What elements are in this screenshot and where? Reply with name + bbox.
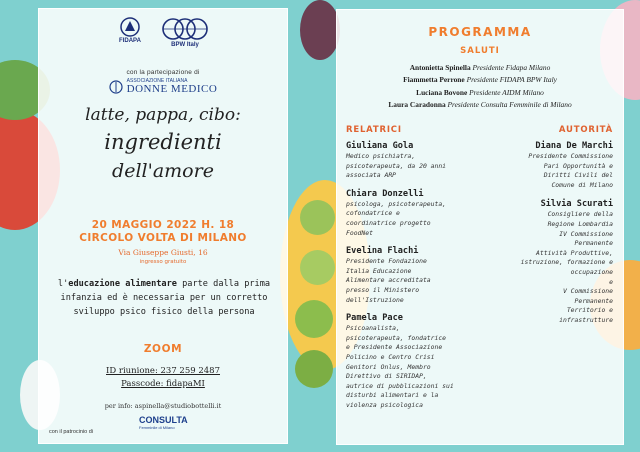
speakers-heading: RELATRICI (346, 125, 402, 135)
bpw-label: BPW Italy (171, 42, 199, 48)
authority-role: Consigliere della Regione Lombardia IV Commissione Permanente Attività Produttive, istruzione, formazione e occupazione e V Commissione Permanente Territorio e infrastrutture (520, 210, 613, 324)
event-address: Via Giuseppe Giusti, 16 (118, 248, 208, 257)
aidm-emblem-icon (109, 80, 123, 94)
event-date: 20 MAGGIO 2022 H. 18 (91, 219, 235, 231)
speaker-name: Pamela Pace (346, 313, 403, 324)
greeting-role: Presidente Fidapa Milano (472, 63, 551, 72)
consulta-logo (139, 415, 188, 430)
greeting-name: Antonietta Spinella (409, 63, 471, 72)
authority-role: Presidente Commissione Pari Opportunità e Diritti Civili del Comune di Milano (528, 152, 613, 189)
patronage-line: con il patrocinio di (49, 429, 94, 435)
speaker-name: Chiara Donzelli (346, 188, 424, 199)
authority-name: Silvia Scurati (540, 199, 613, 210)
greeting-name: Luciana Bovone (416, 87, 468, 97)
desc-highlight: educazione alimentare (68, 279, 177, 289)
authorities-list (483, 140, 613, 333)
kiwi-shape (295, 300, 333, 338)
greeting-row (337, 74, 623, 86)
greetings-list (337, 62, 623, 112)
grape-shape (300, 250, 335, 285)
aidm-big-text: DONNE MEDICO (126, 83, 218, 95)
speaker-name: Evelina Flachi (346, 246, 419, 257)
fidapa-label: FIDAPA (119, 38, 141, 44)
partnership-line: con la partecipazione di (126, 69, 200, 76)
desc-rest: parte dalla prima infanzia ed è necessaria per un corretto sviluppo psico fisico della persona (60, 279, 271, 317)
aidm-small-text: ASSOCIAZIONE ITALIANA (126, 78, 188, 84)
speaker-item (346, 245, 476, 305)
info-email[interactable]: per info: aspinella@studiobottelli.it (104, 402, 222, 410)
zoom-heading: ZOOM (143, 343, 183, 355)
greeting-role: Presidente Consulta Femminile di Milano (447, 100, 572, 110)
greeting-role: Presidente AIDM Milano (469, 87, 544, 97)
greeting-row (337, 87, 623, 99)
event-title-line-1: latte, pappa, cibo: (85, 105, 241, 125)
consulta-subtitle: Femminile di Milano (139, 425, 175, 430)
speaker-bio: Medico psichiatra, psicoterapeuta, da 20 anni associata ARP (346, 152, 447, 180)
speaker-bio: Psicoanalista, psicoterapeuta, fondatrice e Presidente Associazione Policino e Centro Crisi Genitori Onlus, Membro Direttivo di SIRIDAP, autrice di pubblicazioni sui disturbi alimentari e la violenza psicologica (346, 324, 454, 409)
greeting-role: Presidente FIDAPA BPW Italy (466, 75, 557, 85)
greeting-row (337, 99, 623, 111)
zoom-passcode-link[interactable]: Passcode: fidapaMI (121, 379, 205, 389)
speaker-item (346, 312, 476, 410)
kiwi-shape (295, 350, 333, 388)
logos-row (39, 17, 287, 48)
speaker-bio: Presidente Fondazione Italia Educazione Alimentare accreditata presso il Ministero dell'Istruzione (346, 257, 431, 304)
fidapa-logo (117, 17, 143, 48)
bpw-globe-icon (161, 17, 209, 41)
speaker-bio: psicologa, psicoterapeuta, cofondatrice e coordinatrice progetto FoodNet (346, 199, 447, 237)
event-title-line-3: dell'amore (112, 160, 214, 182)
authority-item (483, 140, 613, 190)
speaker-item (346, 188, 476, 238)
greeting-name: Laura Caradonna (388, 100, 446, 110)
zoom-meeting-id-link[interactable]: ID riunione: 237 259 2487 (106, 366, 220, 376)
cherry-shape (300, 0, 340, 60)
greetings-heading: SALUTI (460, 46, 500, 56)
greeting-row (337, 62, 623, 74)
authority-name: Diana De Marchi (535, 141, 613, 151)
event-venue: CIRCOLO VOLTA DI MILANO (79, 232, 247, 244)
speakers-list (346, 140, 476, 417)
authority-item (483, 198, 613, 325)
fidapa-emblem-icon (117, 17, 143, 37)
program-card (336, 9, 624, 445)
event-description (47, 277, 281, 319)
entry-note: ingresso gratuito (139, 259, 187, 265)
speaker-item (346, 140, 476, 181)
desc-prefix: l' (57, 279, 69, 289)
authorities-heading: AUTORITÀ (558, 125, 613, 135)
greeting-name: Fiammetta Perrone (403, 75, 465, 85)
aidm-logo (39, 79, 287, 95)
program-heading: PROGRAMMA (428, 25, 532, 39)
speaker-name: Giuliana Gola (346, 141, 414, 151)
bpw-logo (161, 17, 209, 48)
grape-shape (300, 200, 335, 235)
event-info-card (38, 8, 288, 444)
consulta-name: CONSULTA (139, 415, 188, 425)
event-title-line-2: ingredienti (104, 130, 222, 154)
